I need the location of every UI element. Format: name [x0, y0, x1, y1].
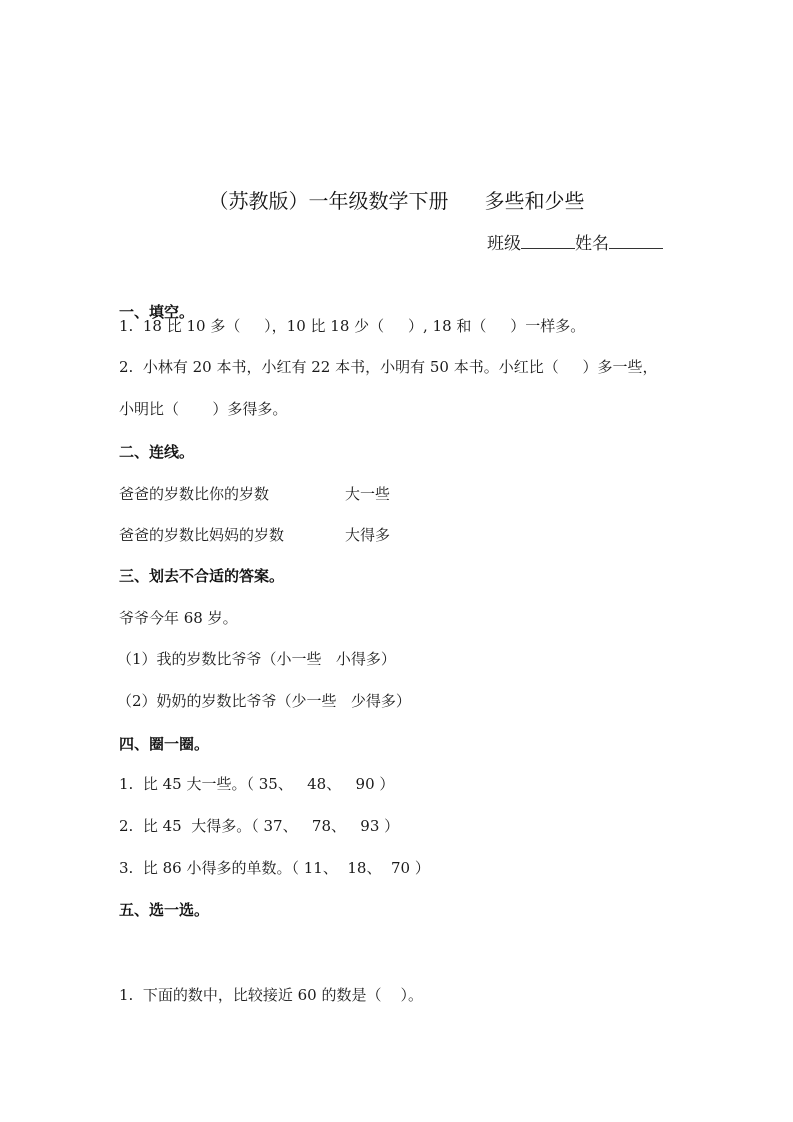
- cross-out-intro: 爷爷今年 68 岁。: [119, 609, 238, 627]
- fill-blank-question-2-cont: 小明比（ ）多得多。: [119, 400, 288, 418]
- title-topic: 多些和少些: [484, 189, 585, 213]
- cross-out-item-2: （2）奶奶的岁数比爷爷（少一些 少得多）: [117, 692, 411, 710]
- section-2-heading: 二、连线。: [119, 443, 195, 461]
- name-blank[interactable]: [609, 230, 663, 249]
- circle-item-1: 1. 比 45 大一些。（ 35、 48、 90 ）: [119, 775, 395, 793]
- choice-question-1: 1. 下面的数中，比较接近 60 的数是（ ）。: [119, 986, 424, 1004]
- match-left-2[interactable]: 爸爸的岁数比妈妈的岁数: [119, 526, 285, 544]
- class-label: 班级: [487, 234, 521, 254]
- circle-item-3: 3. 比 86 小得多的单数。（ 11、 18、 70 ）: [119, 859, 430, 877]
- section-5-heading: 五、选一选。: [119, 901, 210, 919]
- class-blank[interactable]: [521, 230, 575, 249]
- name-label: 姓名: [575, 234, 609, 254]
- section-3-heading: 三、划去不合适的答案。: [119, 567, 285, 585]
- match-right-1[interactable]: 大一些: [345, 485, 391, 503]
- fill-blank-question-1: 1. 18 比 10 多（ ），10 比 18 少（ ）, 18 和（ ）一样多。: [119, 317, 586, 335]
- section-4-heading: 四、圈一圈。: [119, 735, 210, 753]
- match-right-2[interactable]: 大得多: [345, 526, 391, 544]
- section-1-heading: 一、填空。: [119, 303, 195, 321]
- match-left-1[interactable]: 爸爸的岁数比你的岁数: [119, 485, 270, 503]
- class-name-fields: [487, 230, 663, 256]
- fill-blank-question-2: 2. 小林有 20 本书，小红有 22 本书，小明有 50 本书。小红比（ ）多一些，: [119, 358, 658, 376]
- cross-out-item-1: （1）我的岁数比爷爷（小一些 小得多）: [117, 650, 396, 668]
- page-title: [0, 188, 793, 214]
- circle-item-2: 2. 比 45 大得多。（ 37、 78、 93 ）: [119, 817, 400, 835]
- title-main: （苏教版）一年级数学下册: [208, 189, 449, 213]
